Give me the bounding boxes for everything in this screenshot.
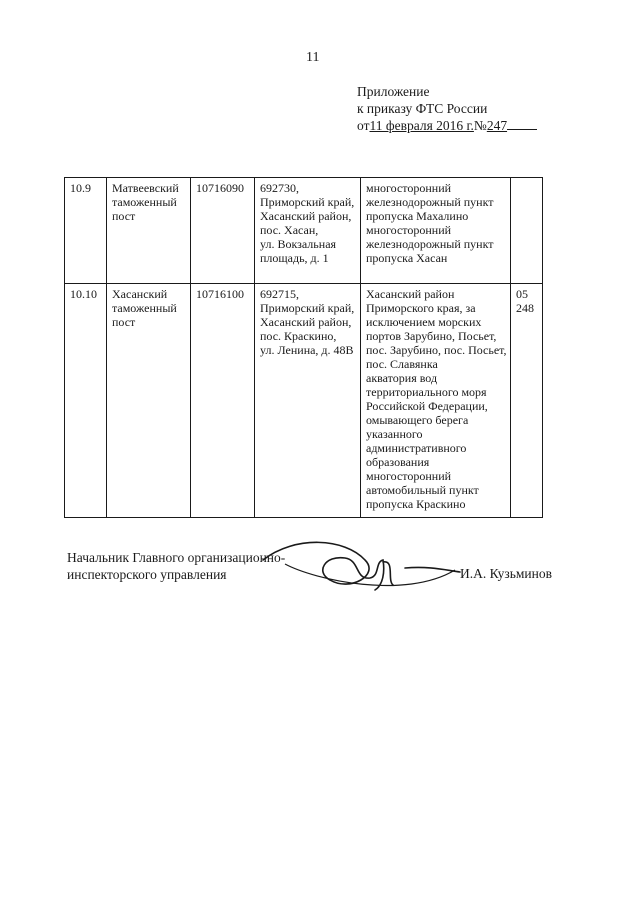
post-name-line: Хасанский [112,287,168,301]
post-zone [361,284,511,518]
post-zone-line: акватория вод [366,371,438,385]
post-zone-line: Приморского края, за [366,301,476,315]
row-index: 10.9 [65,178,107,284]
appendix-from: от [357,118,370,133]
table-row [65,178,543,284]
post-address-line: Хасанский район, [260,315,352,329]
post-zone-line: пропуска Махалино [366,209,469,223]
appendix-header [357,83,537,134]
post-zone-line: образования [366,455,430,469]
post-name-line: таможенный [112,301,177,315]
post-address-line: ул. Вокзальная [260,237,337,251]
post-zone-line: автомобильный пункт [366,483,479,497]
post-name [107,284,191,518]
post-address-line: площадь, д. 1 [260,251,329,265]
post-zone-line: портов Зарубино, Посьет, [366,329,497,343]
post-zone-line: железнодорожный пункт [366,195,494,209]
page-number: 11 [306,50,320,65]
post-zone-line: пропуска Хасан [366,251,448,265]
post-name-line: пост [112,315,136,329]
post-zone-line: территориального моря [366,385,487,399]
post-address [255,178,361,284]
post-address-line: пос. Хасан, [260,223,319,237]
post-zone-line: пропуска Краскино [366,497,466,511]
customs-table [64,177,543,518]
appendix-order-ref: к приказу ФТС России [357,101,488,116]
signer-name: И.А. Кузьминов [460,566,552,581]
post-zone-line: административного [366,441,467,455]
appendix-date: 11 февраля 2016 г. [369,118,474,133]
post-address-line: Хасанский район, [260,209,352,223]
post-address-line: Приморский край, [260,195,355,209]
post-name-line: таможенный [112,195,177,209]
signer-position-line2: инспекторского управления [67,567,227,582]
post-zone-line: пос. Зарубино, пос. Посьет, [366,343,507,357]
post-name [107,178,191,284]
post-zone-line: пос. Славянка [366,357,438,371]
appendix-date-line [357,117,537,134]
post-zone-line: указанного [366,427,423,441]
table-row [65,284,543,518]
appendix-number-underline [507,129,537,130]
post-zone [361,178,511,284]
post-zone-line: железнодорожный пункт [366,237,494,251]
post-address-line: 692715, [260,287,299,301]
post-code: 10716090 [191,178,255,284]
post-address-line: 692730, [260,181,299,195]
post-zone-line: Российской Федерации, [366,399,488,413]
post-address-line: Приморский край, [260,301,355,315]
post-address [255,284,361,518]
post-name-line: пост [112,209,136,223]
post-address-line: пос. Краскино, [260,329,337,343]
post-zone-line: Хасанский район [366,287,455,301]
post-code: 10716100 [191,284,255,518]
post-zone-line: многосторонний [366,469,452,483]
handwritten-signature [255,530,465,600]
appendix-number-sign: № [473,118,487,133]
post-zone-line: многосторонний [366,181,452,195]
post-zone-line: многосторонний [366,223,452,237]
signature-block [67,549,285,583]
appendix-number: 247 [486,118,508,133]
post-zone-line: омывающего берега [366,413,469,427]
post-extra [511,178,543,284]
post-extra: 05 248 [511,284,543,518]
appendix-title: Приложение [357,84,430,99]
post-address-line: ул. Ленина, д. 48В [260,343,354,357]
post-zone-line: исключением морских [366,315,482,329]
signer-position-line1: Начальник Главного организационно- [67,550,286,565]
post-name-line: Матвеевский [112,181,179,195]
row-index: 10.10 [65,284,107,518]
